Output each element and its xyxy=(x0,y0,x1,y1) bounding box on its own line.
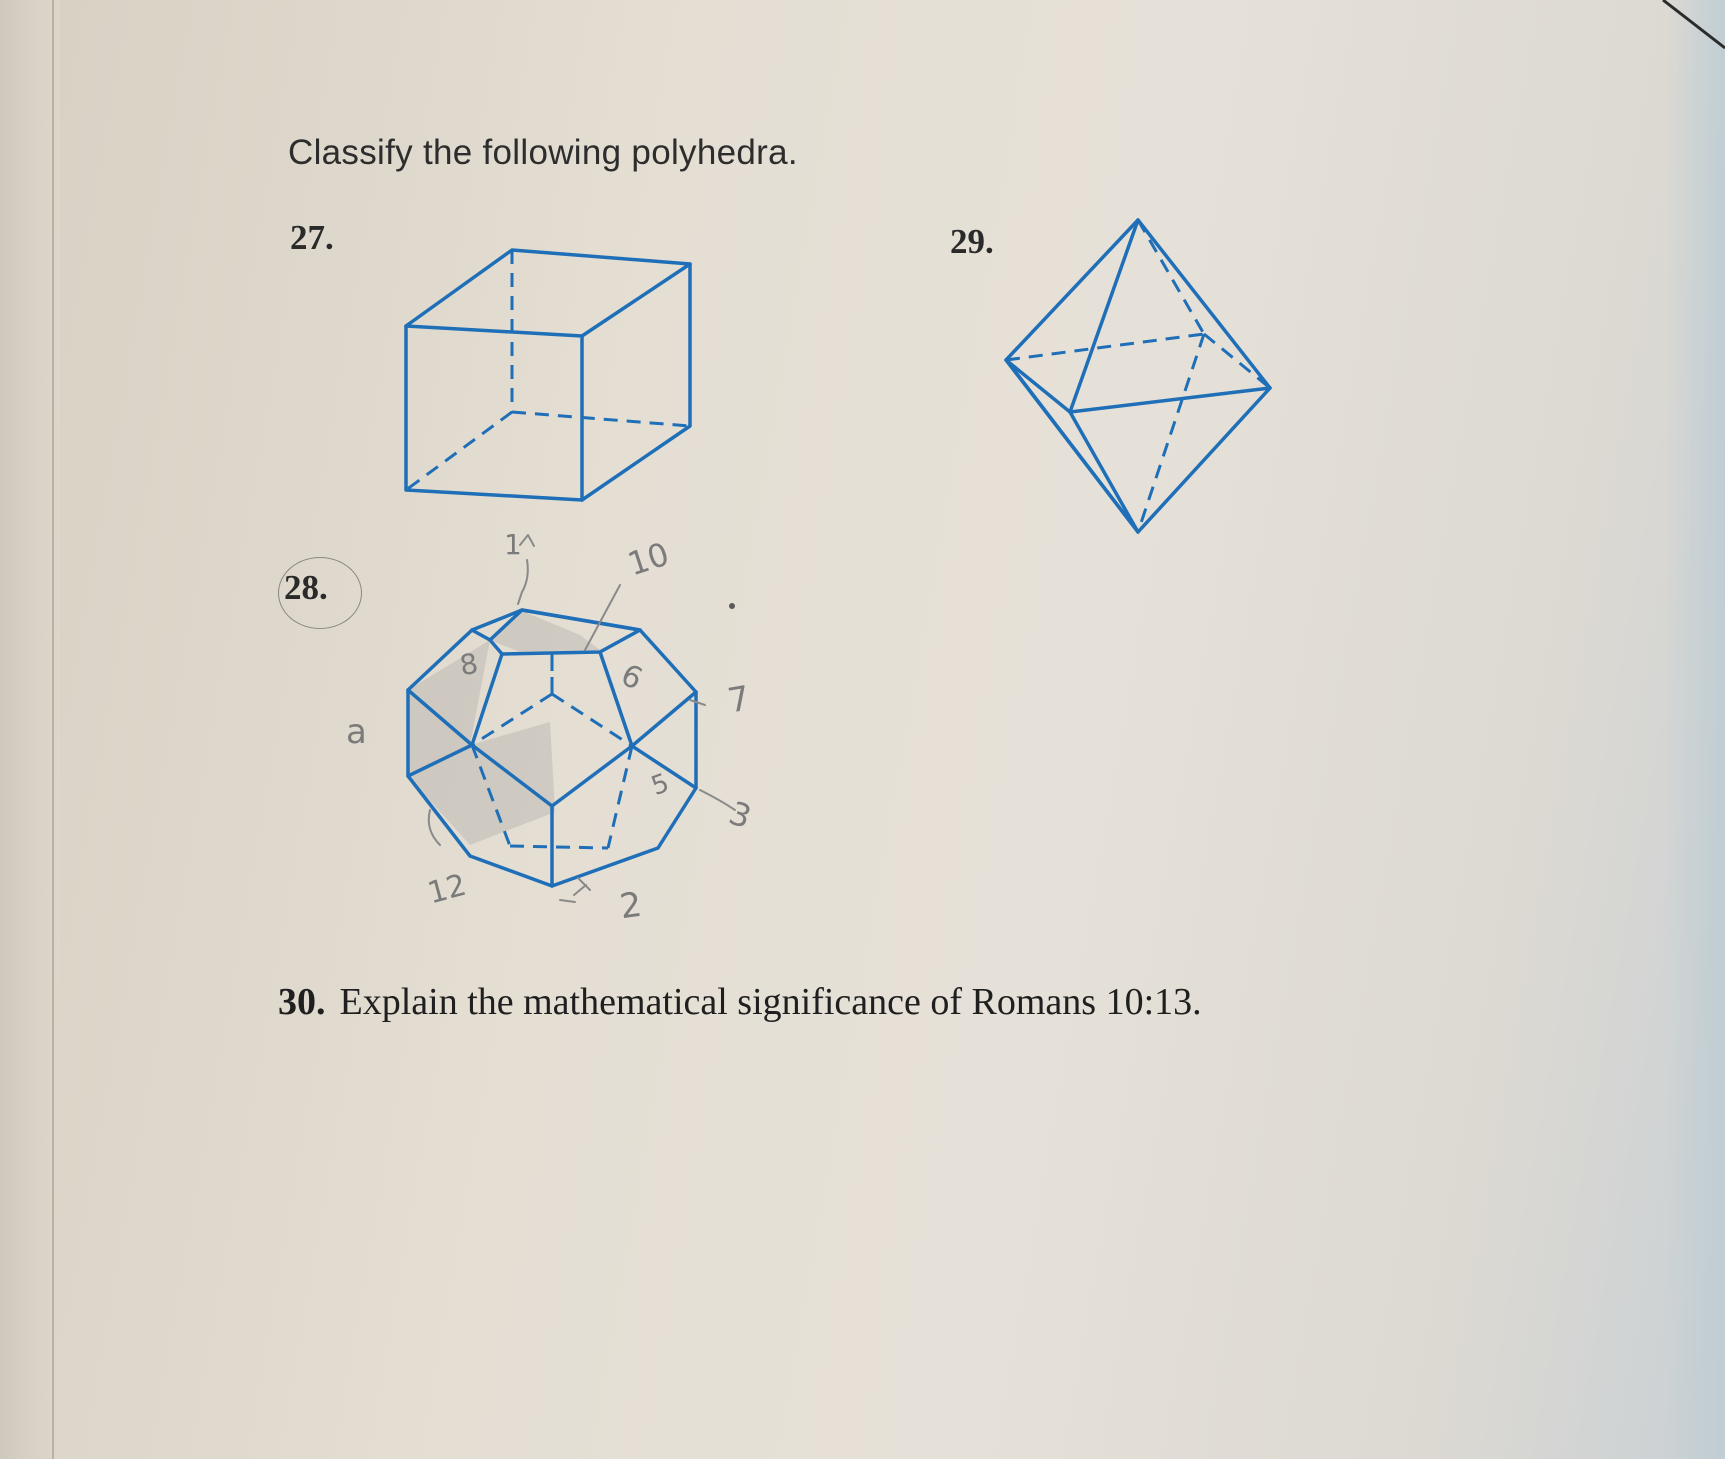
pencil-mark-3: 3 xyxy=(724,793,757,837)
pencil-mark-1: 1 xyxy=(504,528,522,561)
pencil-mark-5: 5 xyxy=(647,768,674,802)
pencil-mark-12: 12 xyxy=(424,867,471,912)
dodecahedron-pencil-shading xyxy=(408,610,600,845)
pencil-mark-7: 7 xyxy=(724,678,753,722)
pencil-mark-a: a xyxy=(346,712,367,752)
pencil-mark-8: 8 xyxy=(457,646,481,683)
problem-30-text: Explain the mathematical significance of Romans 10:13. xyxy=(339,981,1202,1023)
instruction-text: Classify the following polyhedra. xyxy=(288,133,798,172)
problem-28-number: 28. xyxy=(284,568,328,607)
pencil-mark-10: 10 xyxy=(623,534,674,584)
problem-30 xyxy=(278,980,1202,1024)
problem-29-number: 29. xyxy=(950,222,994,261)
pencil-mark-2: 2 xyxy=(617,884,645,928)
problem-30-number: 30. xyxy=(278,981,326,1023)
problem-27-number: 27. xyxy=(290,218,334,257)
pencil-mark-6: 6 xyxy=(615,657,648,698)
